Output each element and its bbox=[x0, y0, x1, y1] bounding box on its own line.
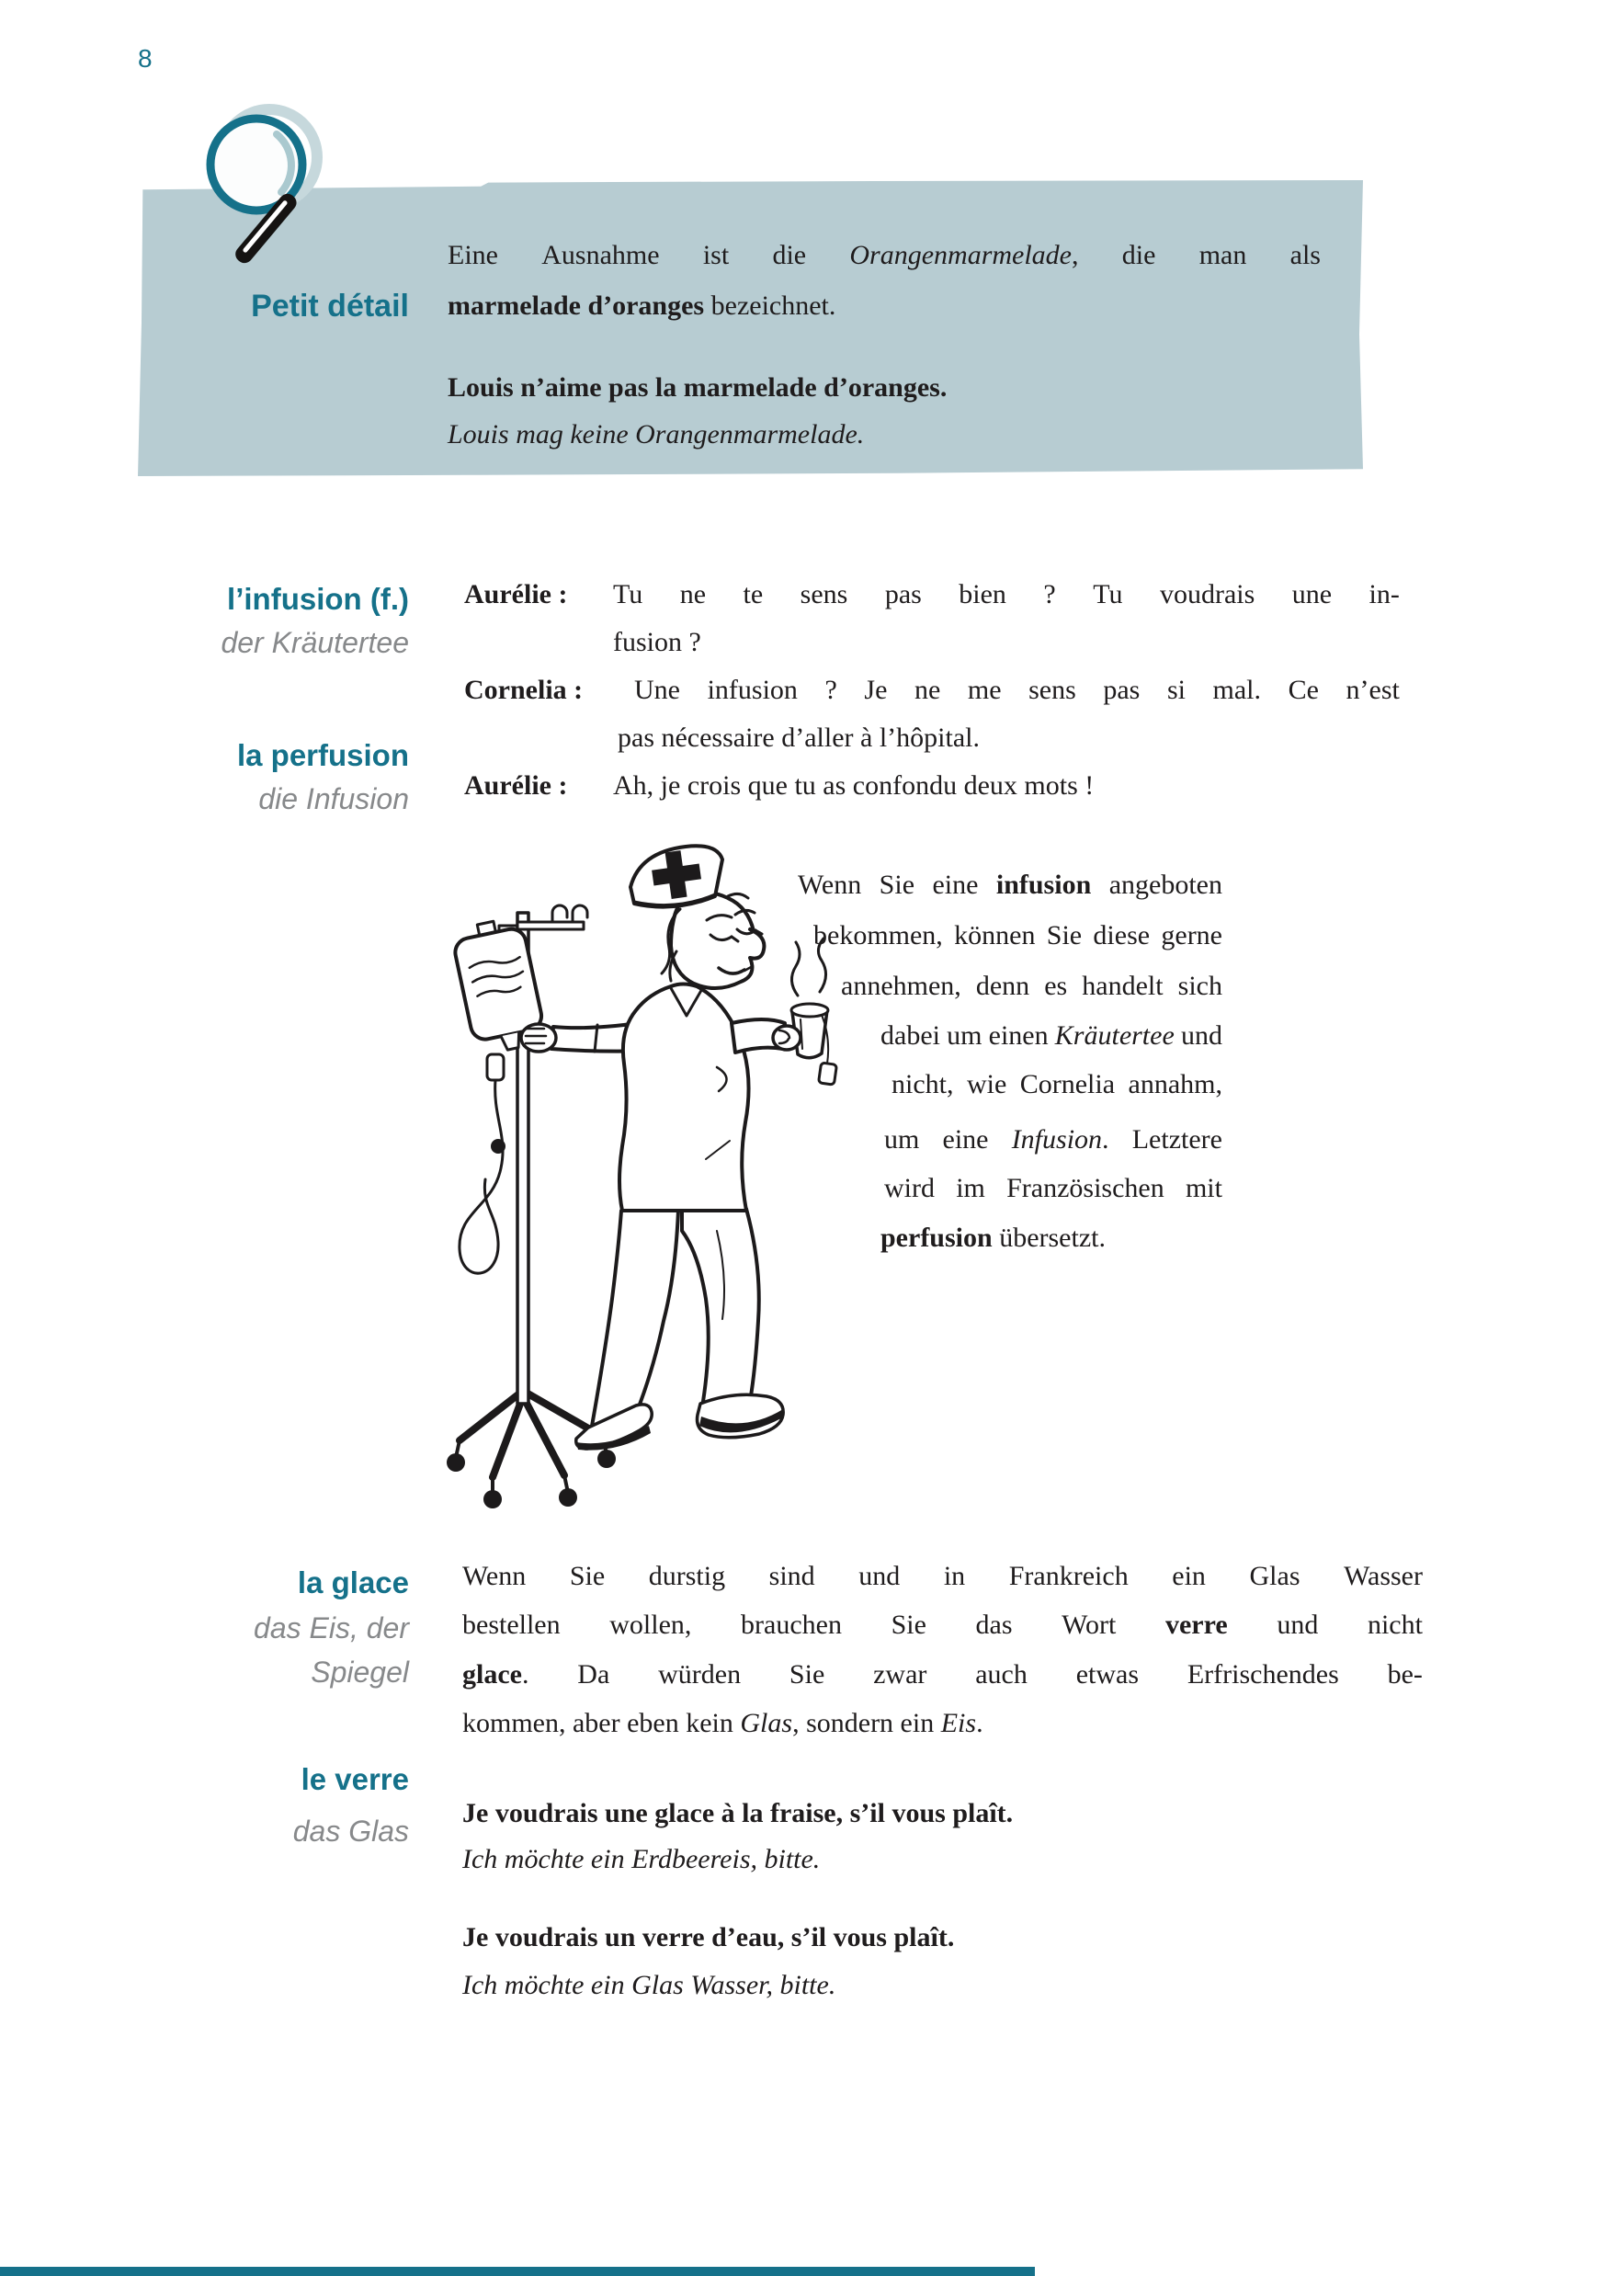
dialogue-line: Cornelia : bbox=[464, 675, 584, 705]
dialogue-line: Ah, je crois que tu as confondu deux mots ! bbox=[613, 770, 1095, 801]
dialogue-line: fusion ? bbox=[613, 627, 701, 657]
magnifier-icon bbox=[184, 87, 368, 299]
page-number: 8 bbox=[138, 44, 153, 73]
examples-line: Je voudrais une glace à la fraise, s’il vous plaît. bbox=[462, 1798, 1014, 1828]
footer-bar bbox=[0, 2267, 1035, 2276]
vocab-term: le verre bbox=[301, 1762, 409, 1796]
infusion-paragraph-line: bekommen, können Sie diese gerne bbox=[813, 920, 1222, 950]
nurse-cap bbox=[630, 846, 722, 906]
nurse-figure bbox=[521, 846, 836, 1450]
vocab-term: l’infusion (f.) bbox=[227, 582, 409, 616]
vocab-translation: Spiegel bbox=[311, 1656, 409, 1689]
petit-detail-text-line: Eine Ausnahme ist die Orangenmarmelade, die man als bbox=[448, 240, 1321, 270]
infusion-paragraph-line: Wenn Sie eine infusion angeboten bbox=[798, 870, 1222, 900]
vocab-term: la glace bbox=[297, 1565, 409, 1599]
dialogue-line: Aurélie : bbox=[464, 579, 568, 609]
infusion-paragraph-line: nicht, wie Cornelia annahm, bbox=[891, 1069, 1222, 1099]
examples-line: Je voudrais un verre d’eau, s’il vous plaît. bbox=[462, 1922, 955, 1952]
vocab-translation: die Infusion bbox=[258, 782, 409, 815]
dialogue-line: Aurélie : bbox=[464, 770, 568, 801]
petit-detail-label: Petit détail bbox=[251, 289, 409, 324]
examples-line: Ich möchte ein Glas Wasser, bitte. bbox=[462, 1970, 836, 2000]
vocab-translation: das Eis, der bbox=[254, 1611, 409, 1644]
petit-detail-text-line: Louis n’aime pas la marmelade d’oranges. bbox=[448, 372, 948, 403]
infusion-paragraph-line: um eine Infusion. Letztere bbox=[884, 1124, 1222, 1155]
vocab-term: la perfusion bbox=[236, 738, 409, 772]
glace-paragraph-line: glace. Da würden Sie zwar auch etwas Erfrischendes be- bbox=[462, 1659, 1423, 1690]
glace-paragraph-line: kommen, aber eben kein Glas, sondern ein Eis. bbox=[462, 1708, 983, 1738]
vocab-translation: der Kräutertee bbox=[221, 626, 409, 659]
infusion-paragraph-line: wird im Französischen mit bbox=[884, 1173, 1222, 1203]
dialogue-line: Tu ne te sens pas bien ? Tu voudrais une in- bbox=[613, 579, 1400, 609]
dialogue-line: Une infusion ? Je ne me sens pas si mal. Ce n’est bbox=[634, 675, 1400, 705]
glace-paragraph-line: bestellen wollen, brauchen Sie das Wort verre und nicht bbox=[462, 1610, 1423, 1640]
examples-line: Ich möchte ein Erdbeereis, bitte. bbox=[462, 1844, 821, 1874]
glace-paragraph-line: Wenn Sie durstig sind und in Frankreich ein Glas Wasser bbox=[462, 1561, 1423, 1591]
vocab-translation: das Glas bbox=[292, 1815, 409, 1848]
iv-bag bbox=[450, 916, 547, 1273]
petit-detail-text-line: marmelade d’oranges bezeichnet. bbox=[448, 290, 836, 321]
infusion-paragraph-line: dabei um einen Kräutertee und bbox=[880, 1020, 1222, 1051]
dialogue-line: pas nécessaire d’aller à l’hôpital. bbox=[618, 723, 980, 753]
infusion-paragraph-line: perfusion übersetzt. bbox=[880, 1223, 1106, 1253]
infusion-paragraph-line: annehmen, denn es handelt sich bbox=[841, 971, 1222, 1001]
petit-detail-text-line: Louis mag keine Orangenmarmelade. bbox=[448, 419, 865, 450]
